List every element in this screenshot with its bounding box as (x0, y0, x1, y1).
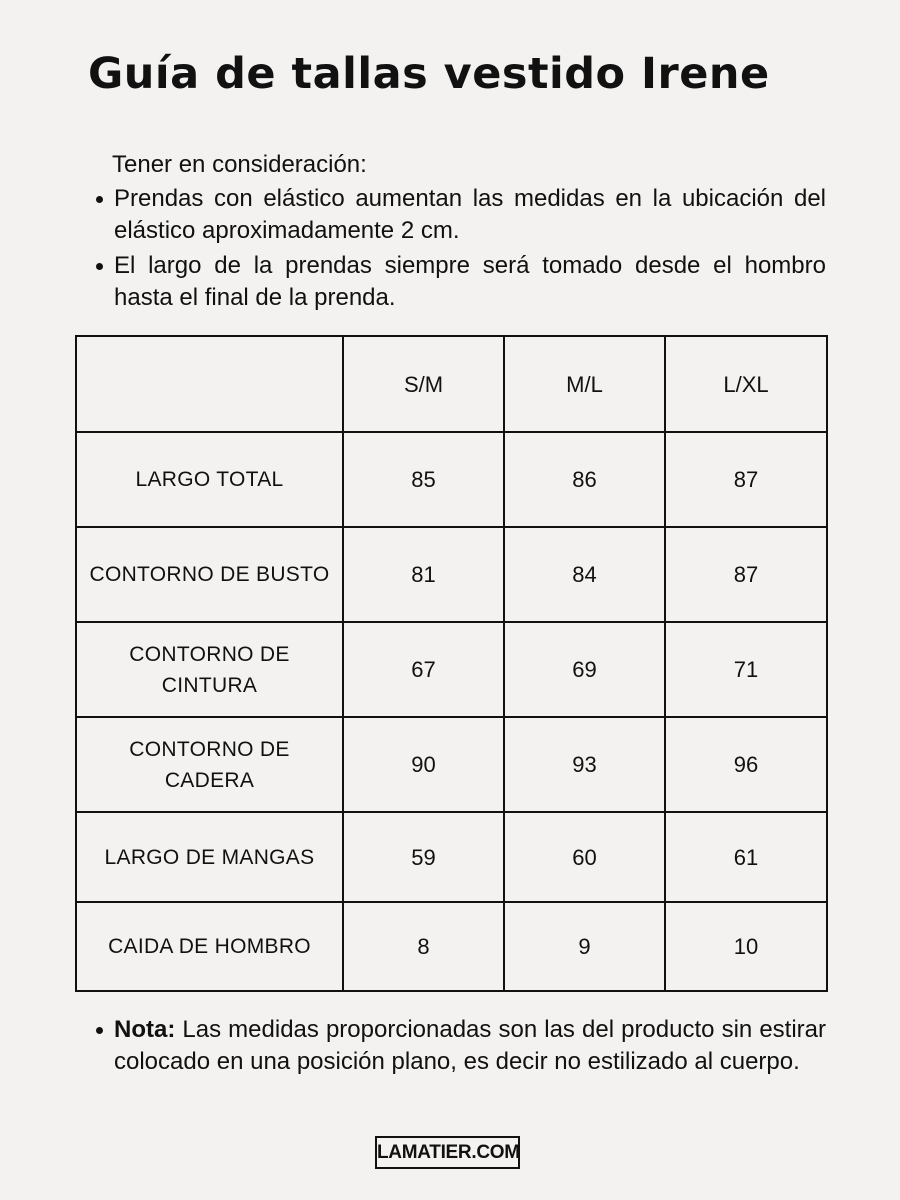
value-cell: 90 (343, 717, 504, 812)
value-cell: 67 (343, 622, 504, 717)
table-row (76, 432, 827, 527)
value-cell: 8 (343, 902, 504, 991)
header-empty-cell (76, 336, 343, 432)
size-table (75, 335, 828, 992)
row-label: LARGO TOTAL (76, 432, 343, 527)
value-cell: 86 (504, 432, 665, 527)
value-cell: 81 (343, 527, 504, 622)
table-row (76, 622, 827, 717)
value-cell: 84 (504, 527, 665, 622)
consideration-item: Prendas con elástico aumentan las medidas en la ubicación del elástico aproximadamente 2 cm. (90, 183, 826, 247)
row-label: LARGO DE MANGAS (76, 812, 343, 902)
value-cell: 93 (504, 717, 665, 812)
value-cell: 60 (504, 812, 665, 902)
note-text: Las medidas proporcionadas son las del producto sin estirar colocado en una posición plano, es decir no estilizado al cuerpo. (114, 1016, 826, 1075)
table-row (76, 902, 827, 991)
value-cell: 69 (504, 622, 665, 717)
table-row (76, 812, 827, 902)
row-label: CONTORNO DE CINTURA (76, 622, 343, 717)
considerations-list (90, 183, 826, 317)
row-label: CONTORNO DE CADERA (76, 717, 343, 812)
table-row (76, 717, 827, 812)
page-title: Guía de tallas vestido Irene (88, 49, 770, 99)
consideration-item: El largo de la prendas siempre será tomado desde el hombro hasta el final de la prenda. (90, 250, 826, 314)
table-row (76, 527, 827, 622)
value-cell: 59 (343, 812, 504, 902)
value-cell: 85 (343, 432, 504, 527)
note-list (90, 1014, 826, 1081)
header-size-lxl: L/XL (665, 336, 827, 432)
value-cell: 71 (665, 622, 827, 717)
intro-text: Tener en consideración: (112, 151, 367, 178)
row-label: CAIDA DE HOMBRO (76, 902, 343, 991)
row-label: CONTORNO DE BUSTO (76, 527, 343, 622)
value-cell: 96 (665, 717, 827, 812)
value-cell: 9 (504, 902, 665, 991)
value-cell: 87 (665, 527, 827, 622)
note-label: Nota: (114, 1016, 176, 1043)
table-header-row (76, 336, 827, 432)
note-item (90, 1014, 826, 1078)
brand-logo: LAMATIER.COM (375, 1136, 520, 1169)
header-size-sm: S/M (343, 336, 504, 432)
value-cell: 10 (665, 902, 827, 991)
value-cell: 87 (665, 432, 827, 527)
value-cell: 61 (665, 812, 827, 902)
header-size-ml: M/L (504, 336, 665, 432)
